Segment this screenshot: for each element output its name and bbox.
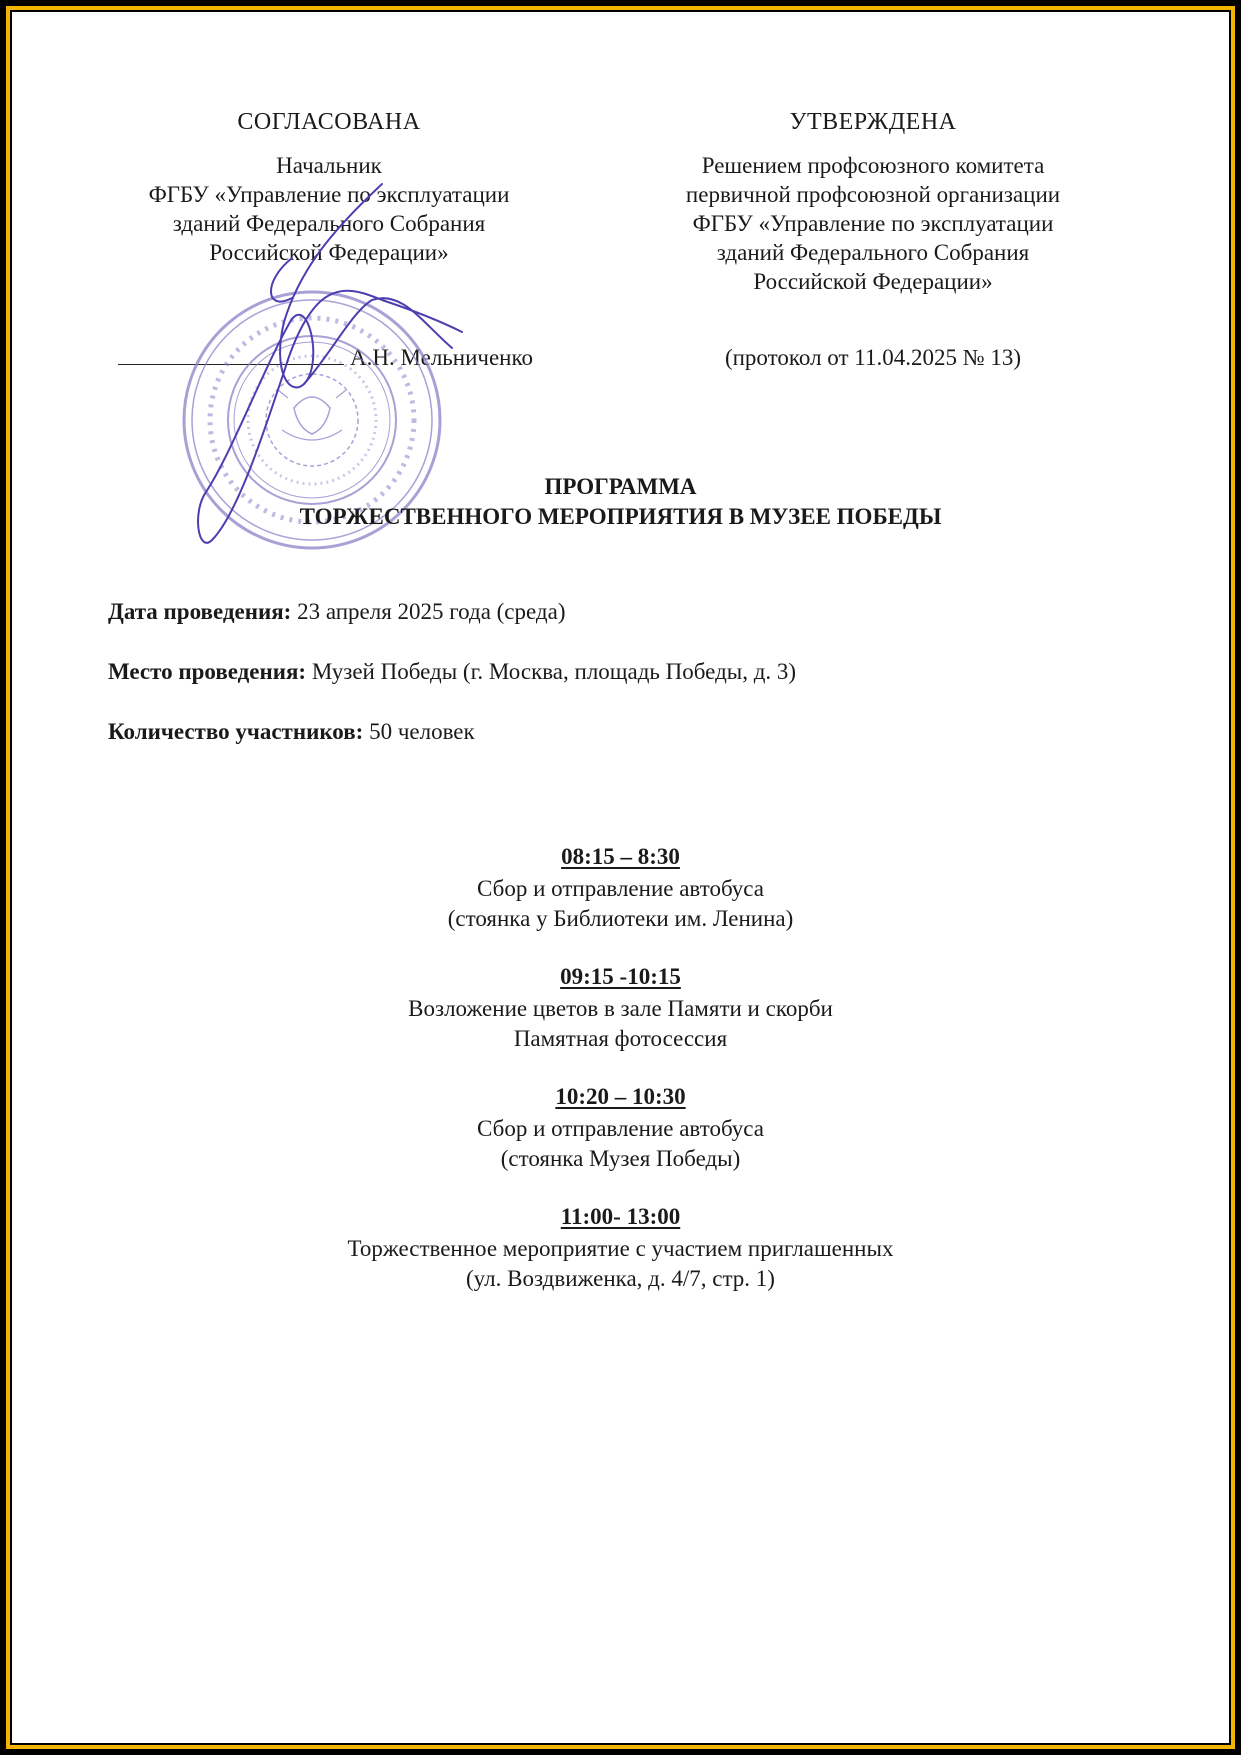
schedule-time: 09:15 -10:15	[560, 964, 681, 989]
program-title-line1: ПРОГРАММА	[544, 474, 697, 499]
approval-heading-approved: УТВЕРЖДЕНА	[789, 109, 957, 135]
schedule-location: (ул. Воздвиженка, д. 4/7, стр. 1)	[466, 1266, 775, 1291]
schedule-item	[12, 1202, 1229, 1294]
approval-block-approved	[630, 108, 1116, 296]
approval-heading-agreed: СОГЛАСОВАНА	[237, 109, 421, 135]
approval-line: первичной профсоюзной организации	[685, 182, 1061, 207]
approval-line: Российской Федерации»	[209, 240, 449, 265]
approval-line: Российской Федерации»	[753, 269, 993, 294]
approval-line: зданий Федерального Собрания	[172, 211, 486, 236]
event-date-value: 23 апреля 2025 года (среда)	[291, 599, 566, 624]
schedule-time: 10:20 – 10:30	[555, 1084, 686, 1109]
schedule-item	[12, 1082, 1229, 1174]
signatory-name: А.Н. Мельниченко	[350, 345, 534, 370]
event-place	[108, 657, 796, 686]
program-title	[12, 472, 1229, 532]
participant-count	[108, 717, 475, 746]
event-date-label: Дата проведения:	[108, 599, 292, 624]
approval-block-agreed	[104, 108, 554, 267]
schedule-item	[12, 842, 1229, 934]
approval-line: ФГБУ «Управление по эксплуатации	[148, 182, 510, 207]
approval-line: Начальник	[276, 153, 382, 178]
schedule-location: (стоянка Музея Победы)	[500, 1146, 741, 1171]
event-place-value: Музей Победы (г. Москва, площадь Победы, д. 3)	[306, 659, 797, 684]
schedule-location: (стоянка у Библиотеки им. Ленина)	[447, 906, 794, 931]
schedule-time: 08:15 – 8:30	[561, 844, 680, 869]
signature-line	[118, 344, 344, 365]
document-page	[12, 12, 1229, 1743]
program-title-line2: ТОРЖЕСТВЕННОГО МЕРОПРИЯТИЯ В МУЗЕЕ ПОБЕДЫ	[299, 504, 942, 529]
schedule-description: Сбор и отправление автобуса	[477, 1116, 764, 1141]
schedule-description: Сбор и отправление автобуса	[477, 876, 764, 901]
schedule-description: Торжественное мероприятие с участием приглашенных	[347, 1236, 894, 1261]
signature-row	[118, 343, 588, 372]
approval-line: Решением профсоюзного комитета	[701, 153, 1045, 178]
approval-line: ФГБУ «Управление по эксплуатации	[692, 211, 1054, 236]
participant-count-label: Количество участников:	[108, 719, 364, 744]
schedule-item	[12, 962, 1229, 1054]
event-date	[108, 597, 566, 626]
event-place-label: Место проведения:	[108, 659, 307, 684]
schedule-time: 11:00- 13:00	[560, 1204, 681, 1229]
schedule-location: Памятная фотосессия	[513, 1026, 728, 1051]
schedule	[12, 842, 1229, 1322]
schedule-description: Возложение цветов в зале Памяти и скорби	[408, 996, 833, 1021]
protocol-reference: (протокол от 11.04.2025 № 13)	[724, 345, 1022, 370]
participant-count-value: 50 человек	[363, 719, 475, 744]
approval-line: зданий Федерального Собрания	[716, 240, 1030, 265]
